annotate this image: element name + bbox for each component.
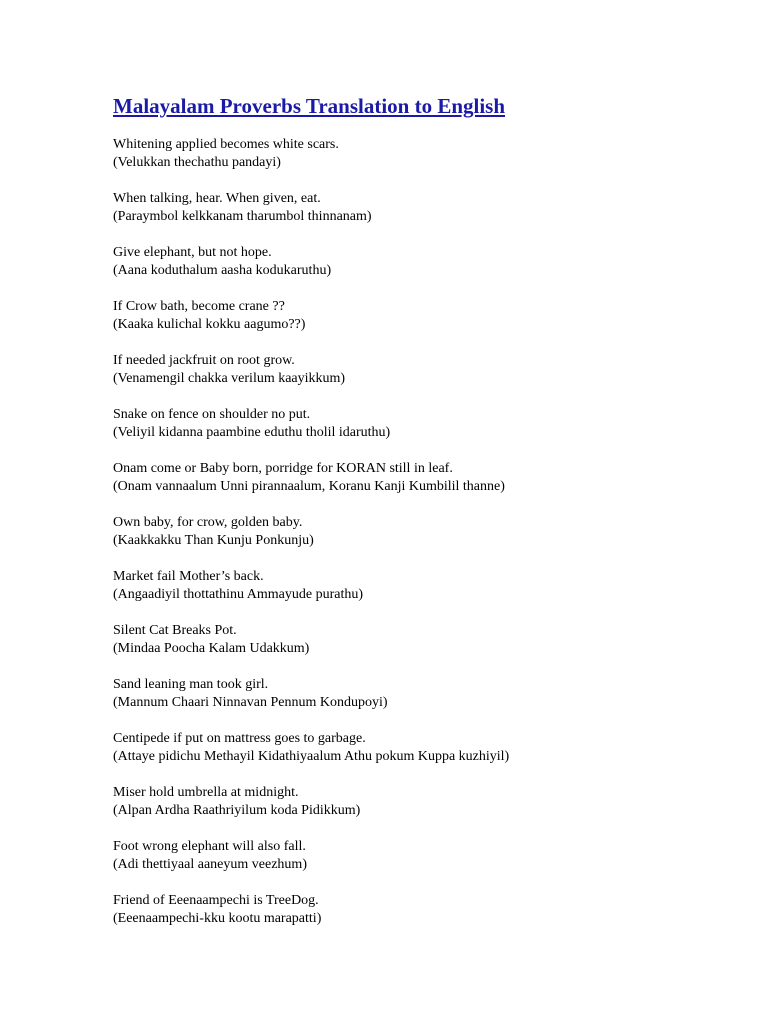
document-page — [113, 92, 753, 946]
proverb-english: Sand leaning man took girl. — [113, 677, 269, 692]
proverb-item — [113, 406, 753, 460]
proverb-english: When talking, hear. When given, eat. — [113, 191, 321, 206]
proverb-english: Silent Cat Breaks Pot. — [113, 623, 237, 638]
proverb-malayalam: (Velukkan thechathu pandayi) — [113, 155, 281, 170]
proverb-malayalam: (Venamengil chakka verilum kaayikkum) — [113, 371, 346, 386]
proverb-malayalam: (Eeenaampechi-kku kootu marapatti) — [113, 911, 322, 926]
proverb-malayalam: (Paraymbol kelkkanam tharumbol thinnanam) — [113, 209, 372, 224]
proverb-malayalam: (Mindaa Poocha Kalam Udakkum) — [113, 641, 310, 656]
proverb-item — [113, 676, 753, 730]
proverb-item — [113, 136, 753, 190]
proverb-english: Onam come or Baby born, porridge for KORAN still in leaf. — [113, 461, 453, 476]
proverb-item — [113, 190, 753, 244]
proverb-malayalam: (Veliyil kidanna paambine eduthu tholil idaruthu) — [113, 425, 391, 440]
proverb-malayalam: (Aana koduthalum aasha kodukaruthu) — [113, 263, 332, 278]
proverb-item — [113, 568, 753, 622]
proverb-english: Whitening applied becomes white scars. — [113, 137, 339, 152]
proverb-item — [113, 730, 753, 784]
proverb-item — [113, 622, 753, 676]
proverb-malayalam: (Mannum Chaari Ninnavan Pennum Kondupoyi) — [113, 695, 388, 710]
page-title-link[interactable]: Malayalam Proverbs Translation to English — [113, 94, 506, 118]
proverb-english: Miser hold umbrella at midnight. — [113, 785, 299, 800]
proverb-english: If Crow bath, become crane ?? — [113, 299, 285, 314]
proverb-malayalam: (Angaadiyil thottathinu Ammayude purathu) — [113, 587, 364, 602]
proverb-malayalam: (Attaye pidichu Methayil Kidathiyaalum Athu pokum Kuppa kuzhiyil) — [113, 749, 510, 764]
proverb-item — [113, 244, 753, 298]
proverb-item — [113, 460, 753, 514]
proverb-english: If needed jackfruit on root grow. — [113, 353, 295, 368]
proverb-english: Snake on fence on shoulder no put. — [113, 407, 311, 422]
proverb-item — [113, 298, 753, 352]
proverb-english: Foot wrong elephant will also fall. — [113, 839, 306, 854]
proverb-malayalam: (Alpan Ardha Raathriyilum koda Pidikkum) — [113, 803, 361, 818]
proverb-english: Give elephant, but not hope. — [113, 245, 272, 260]
proverb-item — [113, 892, 753, 946]
proverb-list — [113, 136, 753, 946]
proverb-english: Own baby, for crow, golden baby. — [113, 515, 303, 530]
proverb-malayalam: (Adi thettiyaal aaneyum veezhum) — [113, 857, 307, 872]
proverb-item — [113, 838, 753, 892]
proverb-malayalam: (Onam vannaalum Unni pirannaalum, Koranu Kanji Kumbilil thanne) — [113, 479, 505, 494]
proverb-english: Centipede if put on mattress goes to garbage. — [113, 731, 366, 746]
proverb-item — [113, 352, 753, 406]
proverb-malayalam: (Kaakkakku Than Kunju Ponkunju) — [113, 533, 314, 548]
proverb-english: Market fail Mother’s back. — [113, 569, 264, 584]
proverb-malayalam: (Kaaka kulichal kokku aagumo??) — [113, 317, 306, 332]
proverb-item — [113, 784, 753, 838]
proverb-english: Friend of Eeenaampechi is TreeDog. — [113, 893, 319, 908]
proverb-item — [113, 514, 753, 568]
